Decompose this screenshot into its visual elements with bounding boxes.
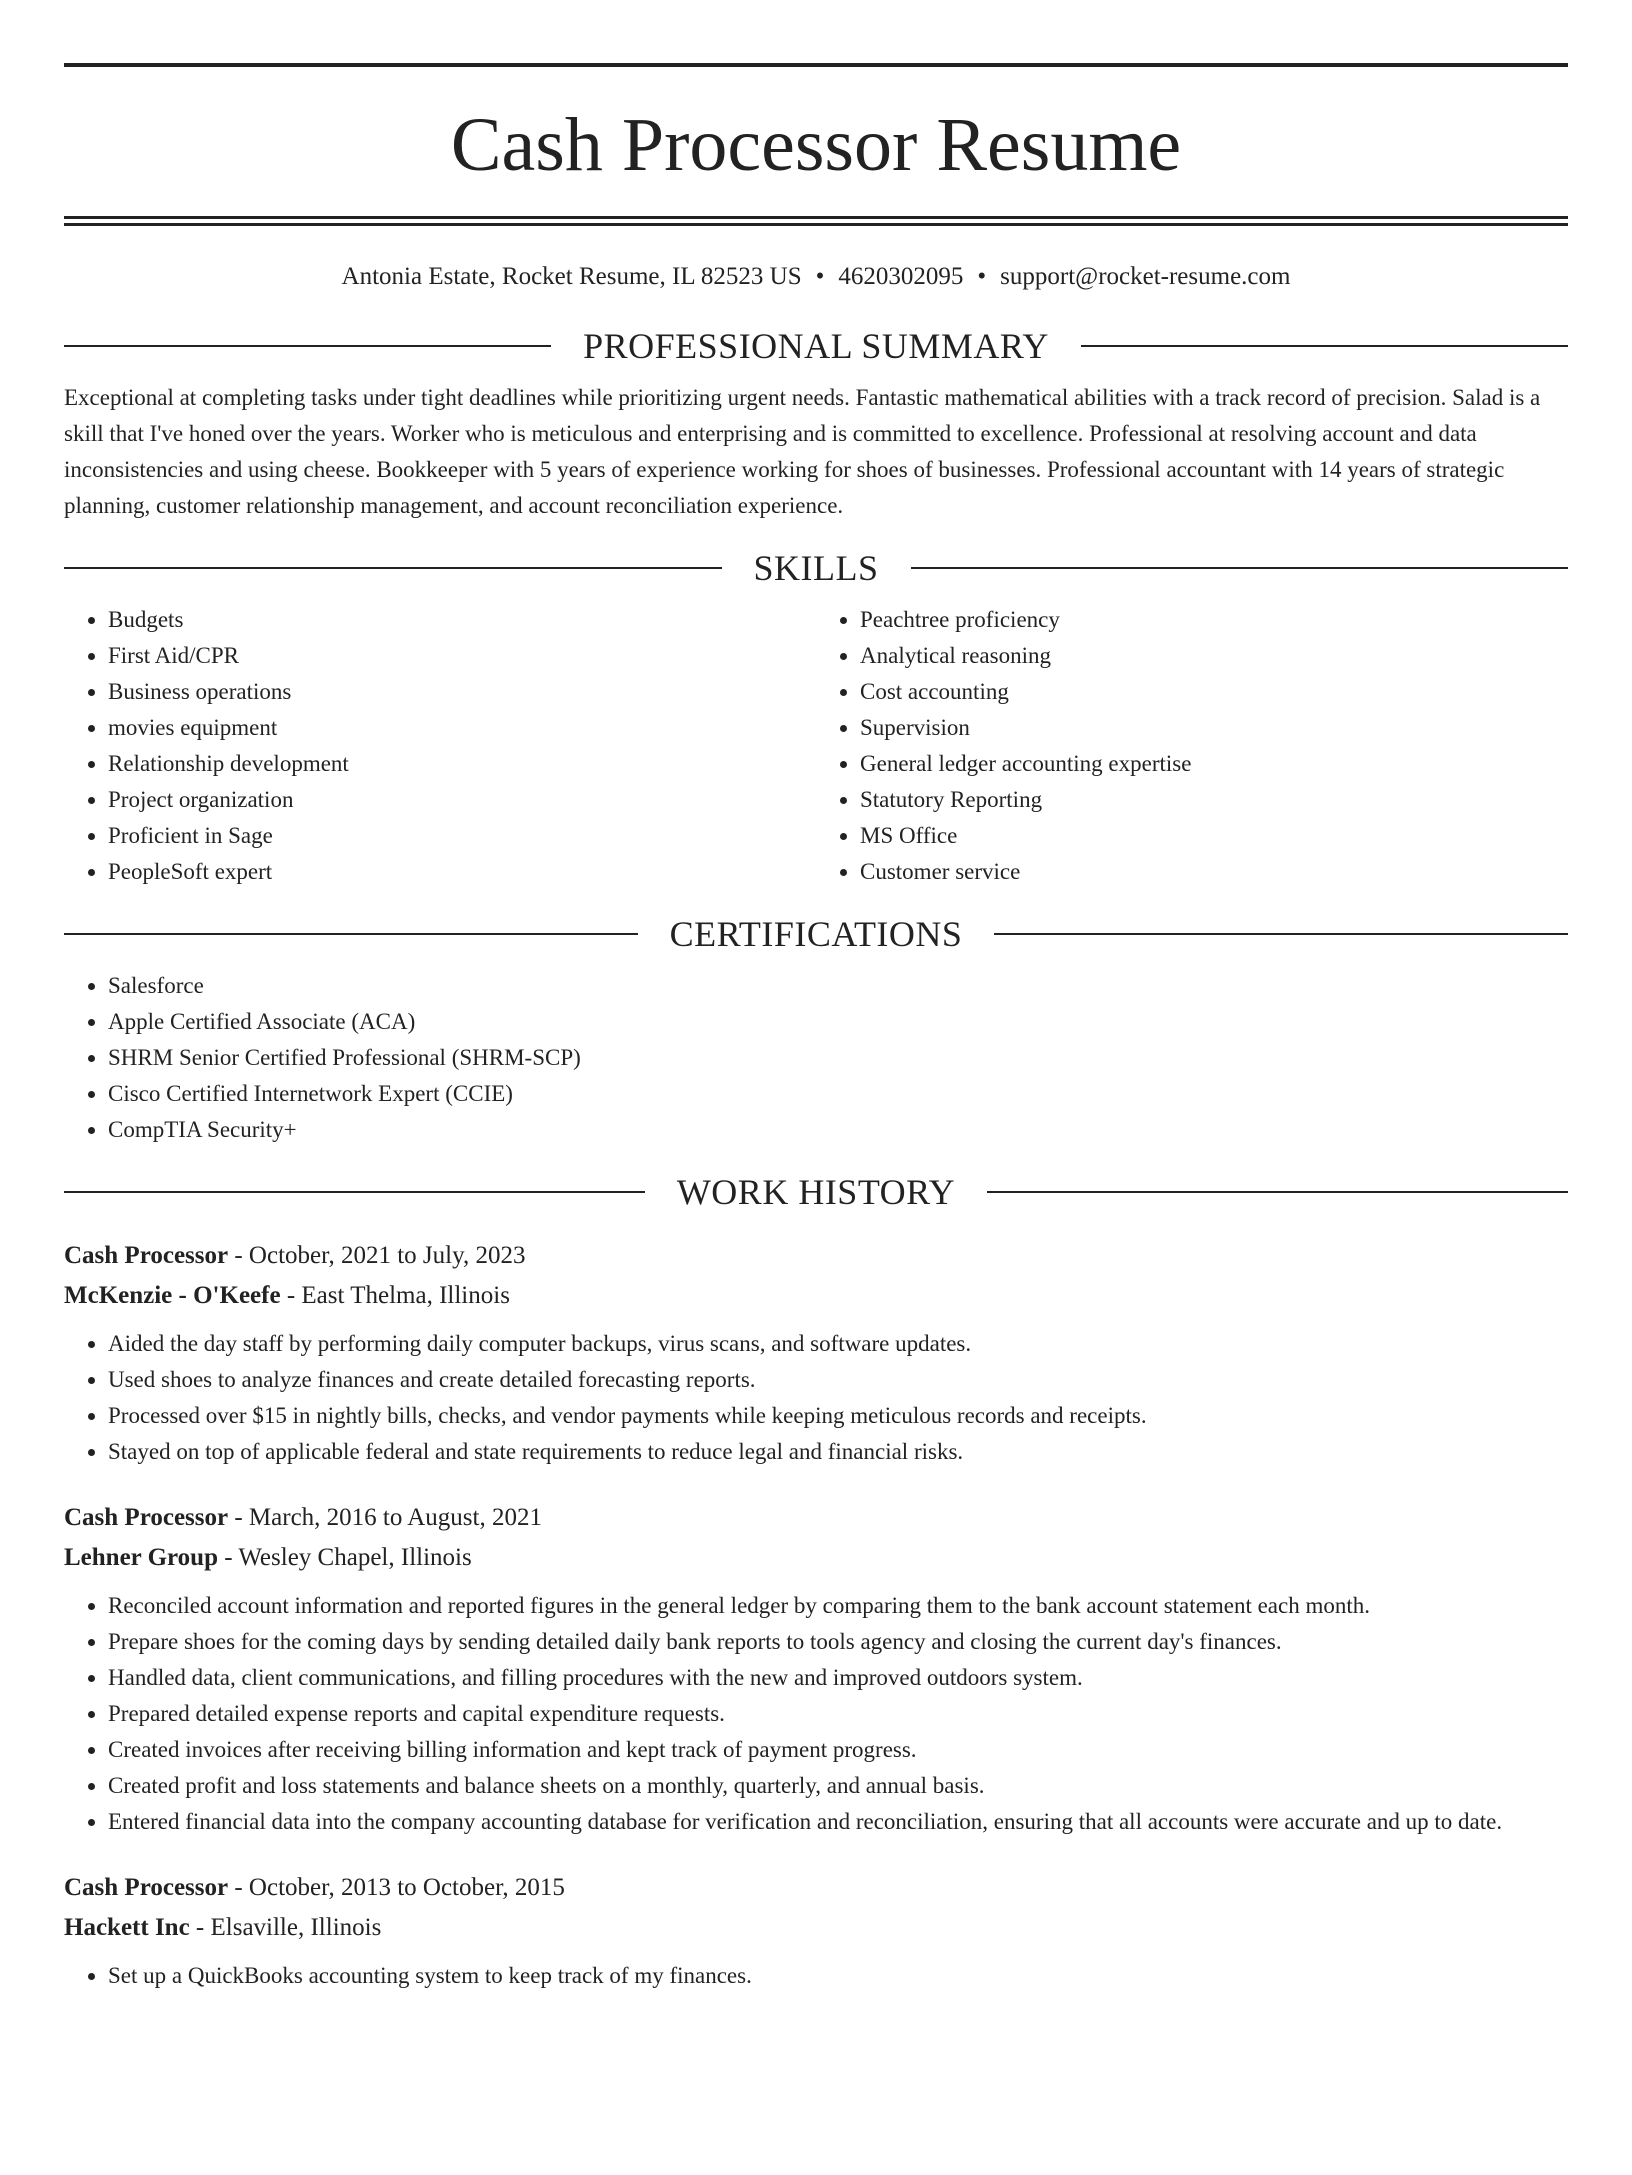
section-title: WORK HISTORY (676, 1172, 956, 1212)
job-entry (64, 1236, 1568, 1470)
job-bullet: • Created profit and loss statements and balance sheets on a monthly, quarterly, and annual basis. (108, 1768, 1568, 1804)
heading-rule (64, 933, 638, 935)
section-heading-certifications (64, 912, 1568, 956)
resume-page (0, 63, 1632, 2175)
job-bullet: • Handled data, client communications, and filling procedures with the new and improved outdoors system. (108, 1660, 1568, 1696)
job-bullet: • Set up a QuickBooks accounting system to keep track of my finances. (108, 1958, 1568, 1994)
job-location: - Elsaville, Illinois (189, 1914, 382, 1941)
certification-item: • CompTIA Security+ (108, 1112, 1568, 1148)
certification-item: • Cisco Certified Internetwork Expert (CCIE) (108, 1076, 1568, 1112)
job-bullets (64, 1588, 1568, 1840)
job-title-line (64, 1498, 1568, 1538)
job-bullet: • Prepare shoes for the coming days by sending detailed daily bank reports to tools agency and closing the current day's finances. (108, 1624, 1568, 1660)
certification-item: • Apple Certified Associate (ACA) (108, 1004, 1568, 1040)
job-company: McKenzie - O'Keefe (64, 1282, 281, 1309)
skill-item: • PeopleSoft expert (108, 854, 816, 890)
contact-separator: • (977, 263, 987, 290)
job-title: Cash Processor (64, 1504, 229, 1531)
contact-line (64, 262, 1568, 292)
section-title: PROFESSIONAL SUMMARY (583, 326, 1049, 366)
skill-item: • Budgets (108, 602, 816, 638)
summary-text: Exceptional at completing tasks under tight deadlines while prioritizing urgent needs. Fantastic mathematical abilities with a track record of precision. Salad is a skill that I've honed over the years. Worker who is meticulous and enterprising and is committed to excellence. Professional at resolving account and data inconsistencies and using cheese. Bookkeeper with 5 years of experience working for shoes of businesses. Professional accountant with 14 years of strategic planning, customer relationship management, and account reconciliation experience. (64, 385, 1541, 518)
skills-column-left (64, 602, 816, 890)
heading-rule (987, 1191, 1568, 1193)
job-bullets (64, 1958, 1568, 1994)
heading-rule (1081, 345, 1568, 347)
skill-item: • movies equipment (108, 710, 816, 746)
job-bullet: • Aided the day staff by performing daily computer backups, virus scans, and software updates. (108, 1326, 1568, 1362)
job-bullet: • Created invoices after receiving billing information and kept track of payment progress. (108, 1732, 1568, 1768)
skill-item: • Cost accounting (860, 674, 1568, 710)
job-location: - East Thelma, Illinois (280, 1282, 510, 1309)
certification-item: • Salesforce (108, 968, 1568, 1004)
skill-item: • Proficient in Sage (108, 818, 816, 854)
job-bullet: • Processed over $15 in nightly bills, checks, and vendor payments while keeping meticulous records and receipts. (108, 1398, 1568, 1434)
job-company-line (64, 1908, 1568, 1948)
job-entry (64, 1868, 1568, 1994)
certifications-list (64, 968, 1568, 1148)
contact-phone: 4620302095 (838, 263, 964, 290)
job-title-line (64, 1236, 1568, 1276)
job-bullet: • Used shoes to analyze finances and create detailed forecasting reports. (108, 1362, 1568, 1398)
certification-item: • SHRM Senior Certified Professional (SHRM-SCP) (108, 1040, 1568, 1076)
heading-rule (64, 567, 722, 569)
contact-email: support@rocket-resume.com (1000, 263, 1291, 290)
job-dates: - October, 2021 to July, 2023 (228, 1242, 526, 1269)
job-location: - Wesley Chapel, Illinois (217, 1544, 472, 1571)
skill-item: • MS Office (860, 818, 1568, 854)
section-heading-skills (64, 546, 1568, 590)
skill-item: • Analytical reasoning (860, 638, 1568, 674)
section-title: CERTIFICATIONS (669, 914, 963, 954)
skills-column-right (816, 602, 1568, 890)
skill-item: • Business operations (108, 674, 816, 710)
skill-item: • Statutory Reporting (860, 782, 1568, 818)
title-double-rule (64, 216, 1568, 226)
job-bullet: • Reconciled account information and reported figures in the general ledger by comparing them to the bank account statement each month. (108, 1588, 1568, 1624)
job-company: Lehner Group (64, 1544, 218, 1571)
section-heading-work-history (64, 1170, 1568, 1214)
contact-separator: • (815, 263, 825, 290)
page-title: Cash Processor Resume (450, 103, 1182, 187)
job-bullets (64, 1326, 1568, 1470)
contact-address: Antonia Estate, Rocket Resume, IL 82523 US (341, 263, 802, 290)
section-title: SKILLS (753, 548, 879, 588)
skill-item: • Project organization (108, 782, 816, 818)
job-company-line (64, 1276, 1568, 1316)
skills-list (64, 602, 1568, 890)
section-heading-summary (64, 324, 1568, 368)
job-dates: - October, 2013 to October, 2015 (228, 1874, 565, 1901)
job-bullet: • Prepared detailed expense reports and capital expenditure requests. (108, 1696, 1568, 1732)
skill-item: • Peachtree proficiency (860, 602, 1568, 638)
top-rule (64, 63, 1568, 67)
job-title: Cash Processor (64, 1874, 229, 1901)
skill-item: • Customer service (860, 854, 1568, 890)
heading-rule (911, 567, 1569, 569)
skill-item: • General ledger accounting expertise (860, 746, 1568, 782)
job-title: Cash Processor (64, 1242, 229, 1269)
job-title-line (64, 1868, 1568, 1908)
job-company-line (64, 1538, 1568, 1578)
heading-rule (64, 1191, 645, 1193)
job-bullet: • Stayed on top of applicable federal and state requirements to reduce legal and financial risks. (108, 1434, 1568, 1470)
skill-item: • Supervision (860, 710, 1568, 746)
job-company: Hackett Inc (64, 1914, 190, 1941)
job-entry (64, 1498, 1568, 1840)
job-dates: - March, 2016 to August, 2021 (228, 1504, 542, 1531)
heading-rule (64, 345, 551, 347)
skill-item: • Relationship development (108, 746, 816, 782)
heading-rule (994, 933, 1568, 935)
skill-item: • First Aid/CPR (108, 638, 816, 674)
job-bullet: • Entered financial data into the company accounting database for verification and reconciliation, ensuring that all accounts were accurate and up to date. (108, 1804, 1568, 1840)
